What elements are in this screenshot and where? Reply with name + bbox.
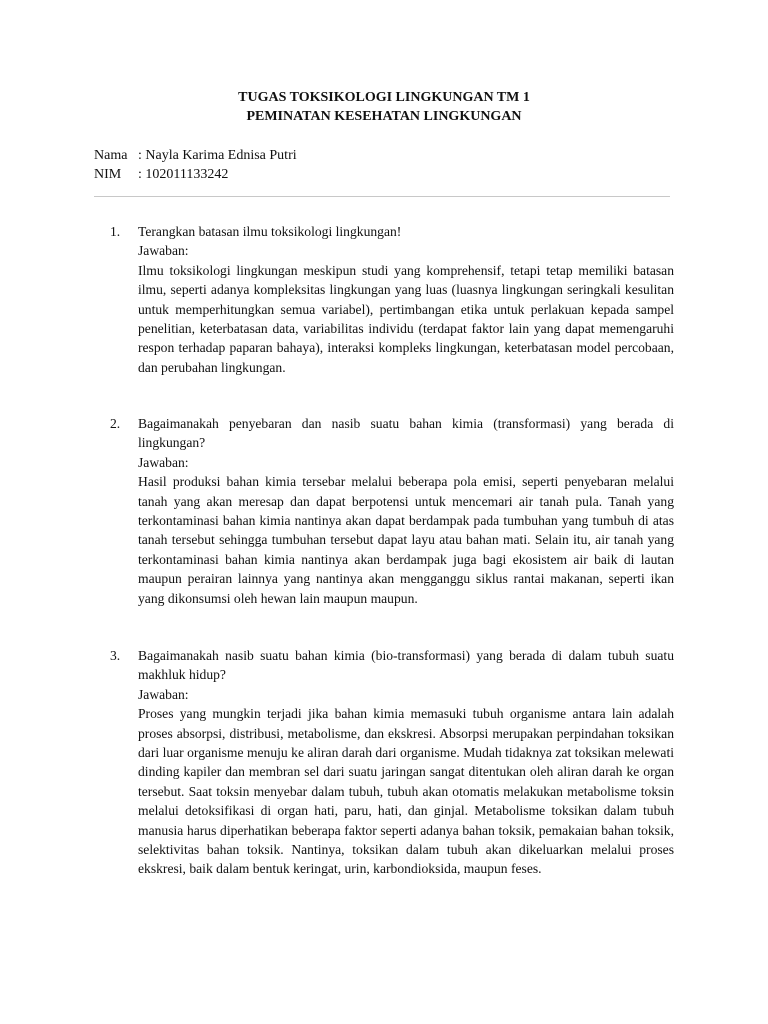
question-number: 1. <box>110 224 121 239</box>
name-row <box>94 146 297 165</box>
answer-text: Ilmu toksikologi lingkungan meskipun studi yang komprehensif, tetapi tetap memiliki batasan ilmu, seperti adanya kompleksitas lingkungan yang luas (luasnya lingkungan seringkali kesulitan untuk memperhitungkan semua variabel), pertimbangan etika untuk perlakuan kepada sampel penelitian, keterbatasan data, variabilitas individu (terdapat faktor lain yang dapat memengaruhi respon terhadap paparan bahaya), interaksi kompleks lingkungan, keterbatasan model percobaan, dan perubahan lingkungan. <box>138 262 674 375</box>
question-item-2 <box>110 414 674 608</box>
nim-label: NIM <box>94 167 122 182</box>
name-label: Nama <box>94 148 128 163</box>
question-text: Bagaimanakah penyebaran dan nasib suatu bahan kimia (transformasi) yang berada di lingkungan? <box>138 416 674 451</box>
question-text: Terangkan batasan ilmu toksikologi lingkungan! <box>138 224 402 239</box>
question-number: 2. <box>110 416 121 431</box>
answer-label: Jawaban: <box>138 686 189 702</box>
nim-row <box>94 165 228 184</box>
name-value: : Nayla Karima Ednisa Putri <box>138 148 297 163</box>
question-item-1 <box>110 222 674 377</box>
answer-label: Jawaban: <box>138 454 189 470</box>
nim-value: : 102011133242 <box>138 167 229 182</box>
question-number: 3. <box>110 648 121 663</box>
answer-text: Proses yang mungkin terjadi jika bahan kimia memasuki tubuh organisme antara lain adalah proses absorpsi, distribusi, metabolisme, dan ekskresi. Absorpsi merupakan perpindahan toksikan dari luar organisme menuju ke aliran darah dari organisme. Mudah tidaknya zat toksikan melewati dinding kapiler dan membran sel dari suatu jaringan sangat ditentukan oleh aliran darah ke organ tersebut. Saat toksin menyebar dalam tubuh, tubuh akan otomatis melakukan metabolisme toksin melalui detoksifikasi di organ hati, paru, hati, dan ginjal. Metabolisme toksikan dalam tubuh manusia harus diperhatikan beberapa faktor seperti adanya bahan toksik, pemakaian bahan toksik, selektivitas bahan toksik. Nantinya, toksikan dalam tubuh akan dikeluarkan melalui proses ekskresi, baik dalam bentuk keringat, urin, karbondioksida, maupun feses. <box>138 706 674 877</box>
answer-label: Jawaban: <box>138 243 189 259</box>
question-content <box>138 646 674 879</box>
question-content <box>138 222 674 377</box>
document-subtitle: PEMINATAN KESEHATAN LINGKUNGAN <box>246 109 522 124</box>
document-title: TUGAS TOKSIKOLOGI LINGKUNGAN TM 1 <box>238 90 530 105</box>
question-content <box>138 414 674 608</box>
header-divider <box>94 196 670 197</box>
answer-text: Hasil produksi bahan kimia tersebar melalui beberapa pola emisi, seperti penyebaran melalui tanah yang akan meresap dan dapat berpotensi untuk mencemari air tanah pula. Tanah yang terkontaminasi bahan kimia nantinya akan dapat berdampak pada tumbuhan yang tumbuh di atas tanah tersebut sehingga tumbuhan tersebut dapat layu atau bahan mati. Selain itu, air tanah yang terkontaminasi bahan kimia nantinya akan berdampak juga bagi ekosistem air baik di lautan maupun perairan lainnya yang nantinya akan mengganggu siklus rantai makanan, seperti ikan yang dikonsumsi oleh hewan lain maupun maupun. <box>138 474 674 606</box>
question-text: Bagaimanakah nasib suatu bahan kimia (bio-transformasi) yang berada di dalam tubuh suatu makhluk hidup? <box>138 648 674 683</box>
question-item-3 <box>110 646 674 879</box>
